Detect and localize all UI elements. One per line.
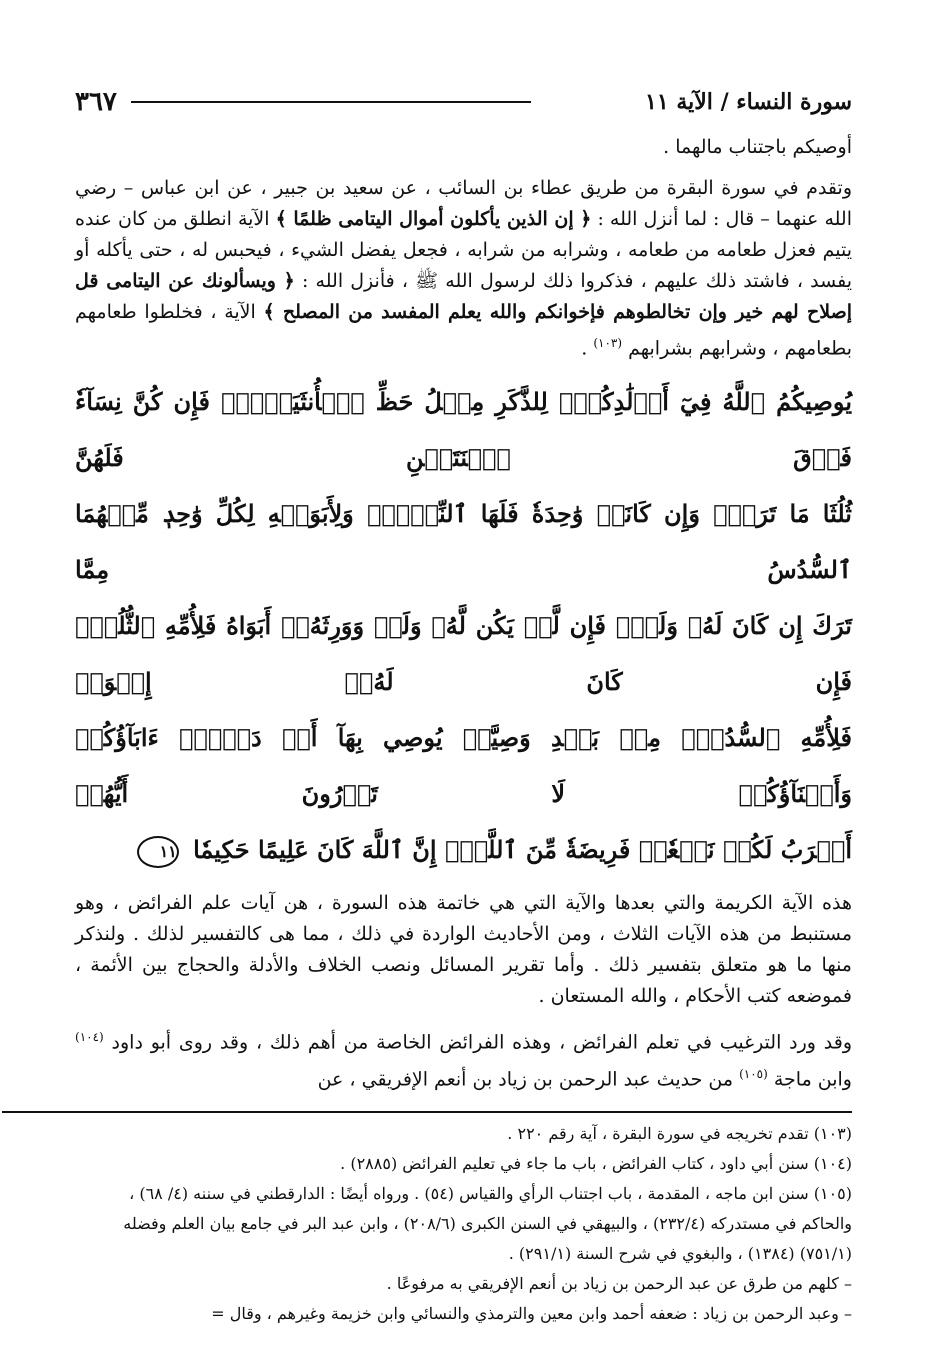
footnote-ref-105: (١٠٥) xyxy=(739,1066,768,1081)
footnote-ref-104: (١٠٤) xyxy=(75,1030,104,1045)
quran-line-5 xyxy=(75,822,852,878)
surah-title: سورة النساء / الآية ١١ xyxy=(645,89,852,115)
footnotes xyxy=(75,1119,852,1329)
header-rule xyxy=(131,101,531,103)
quran-verse-block xyxy=(75,374,852,878)
footnote-105: (١٠٥) سنن ابن ماجه ، المقدمة ، باب اجتناب الرأي والقياس (٥٤) . ورواه أيضًا : الدارقطني في سننه (٤/ ٦٨) ، والحاكم في مستدركه (٢٣٢/٤) ، والبيهقي في السنن الكبرى (٢٠٨/٦) ، وابن عبد البر في جامع بيان العلم وفضله (٧٥١/١) (١٣٨٤) ، والبغوي في شرح السنة (٢٩١/١) . xyxy=(123,1183,852,1263)
verse-quote-1: ﴿ إن الذين يأكلون أموال اليتامى ظلمًا ﴾ xyxy=(275,208,592,230)
quran-line-3: تَرَكَ إِن كَانَ لَهُۥ وَلَدٞۚ فَإِن لَّمۡ يَكُن لَّهُۥ وَلَدٞ وَوَرِثَهُۥٓ أَبَوَاهُ فَلِأُمِّهِ ٱلثُّلُثُۚ فَإِن كَانَ لَهُۥٓ إِخۡوَةٞ xyxy=(75,611,852,697)
paragraph-1: أوصيكم باجتناب مالهما . xyxy=(663,136,852,158)
footnote-note-1: – كلهم من طرق عن عبد الرحمن بن زياد بن أنعم الإفريقي به مرفوعًا . xyxy=(386,1273,852,1293)
paragraph-4-text-c: من حديث عبد الرحمن بن زياد بن أنعم الإفريقي ، عن xyxy=(317,1067,734,1090)
footnote-divider xyxy=(2,1111,852,1113)
paragraph-4-text-b: وابن ماجة xyxy=(773,1067,852,1090)
quran-line-2: ثُلُثَا مَا تَرَكَۖ وَإِن كَانَتۡ وَٰحِدَةٗ فَلَهَا ٱلنِّصۡفُۚ وَلِأَبَوَيۡهِ لِكُلِّ وَٰحِدٖ مِّنۡهُمَا ٱلسُّدُسُ مِمَّا xyxy=(75,499,852,585)
footnote-note-2: – وعبد الرحمن بن زياد : ضعفه أحمد وابن معين والترمذي والنسائي وابن خزيمة وغيرهم ، وقال = xyxy=(211,1303,852,1323)
verse-quote-2: ﴿ ويسألونك عن اليتامى قل إصلاح لهم خير وإن تخالطوهم فإخوانكم والله يعلم المفسد من المصلح ﴾ xyxy=(75,270,852,323)
paragraph-4-text-a: وقد ورد الترغيب في تعلم الفرائض ، وهذه الفرائض الخاصة من أهم ذلك ، وقد روى أبو داود xyxy=(111,1031,852,1054)
paragraph-2-text-c: الآية انطلق من كان عنده يتيم فعزل طعامه من طعامه ، وشرابه من شرابه ، فجعل يفضل الشيء ، فيحبس له ، حتى يأكله أو يفسد ، فاشتد ذلك عليهم ، فذكروا ذلك لرسول الله ﷺ ، فأنزل الله : xyxy=(75,208,853,292)
footnote-103: (١٠٣) تقدم تخريجه في سورة البقرة ، آية رقم ٢٢٠ . xyxy=(507,1123,852,1143)
page-header xyxy=(75,82,852,122)
paragraph-2-text-e: الآية ، فخلطوا طعامهم بطعامهم ، وشرابهم بشرابهم xyxy=(75,301,852,360)
footnote-ref-103: (١٠٣) xyxy=(593,336,623,350)
page-number: ٣٦٧ xyxy=(75,87,117,117)
ayah-number-marker: ١١ xyxy=(137,836,179,868)
paragraph-4 xyxy=(75,1022,852,1095)
paragraph-2 xyxy=(75,173,852,364)
footnote-104: (١٠٤) سنن أبي داود ، كتاب الفرائض ، باب ما جاء في تعليم الفرائض (٢٨٨٥) . xyxy=(340,1153,852,1173)
quran-line-1: يُوصِيكُمُ ٱللَّهُ فِيٓ أَوۡلَٰدِكُمۡۖ لِلذَّكَرِ مِثۡلُ حَظِّ ٱلۡأُنثَيَيۡنِۚ فَإِن كُنَّ نِسَآءٗ فَوۡقَ ٱثۡنَتَيۡنِ فَلَهُنَّ xyxy=(75,387,852,473)
paragraph-3: هذه الآية الكريمة والتي بعدها والآية التي هي خاتمة هذه السورة ، هن آيات علم الفرائض ، وهو مستنبط من هذه الآيات الثلاث ، ومن الأحاديث الواردة في ذلك ، مما هى كالتفسير لذلك . ولنذكر منها ما هو متعلق بتفسير ذلك . وأما تقرير المسائل ونصب الخلاف والأدلة والحجاج بين الأئمة ، فموضعه كتب الأحكام ، والله المستعان . xyxy=(75,892,852,1008)
quran-line-4: فَلِأُمِّهِ ٱلسُّدُسُۚ مِنۢ بَعۡدِ وَصِيَّةٖ يُوصِي بِهَآ أَوۡ دَيۡنٍۗ ءَابَآؤُكُمۡ وَأَبۡنَآؤُكُمۡ لَا تَدۡرُونَ أَيُّهُمۡ xyxy=(75,723,852,809)
quran-line-5-text: أَقۡرَبُ لَكُمۡ نَفۡعٗاۚ فَرِيضَةٗ مِّنَ ٱللَّهِۗ إِنَّ ٱللَّهَ كَانَ عَلِيمًا حَكِيمٗا xyxy=(193,835,852,865)
paragraph-2-text-a: وتقدم في سورة البقرة من طريق عطاء بن السائب ، عن سعيد بن جبير ، عن ابن عباس – رضي الله عنهما – قال : لما أنزل الله : xyxy=(75,177,852,230)
paragraph-2-end: . xyxy=(581,337,588,360)
